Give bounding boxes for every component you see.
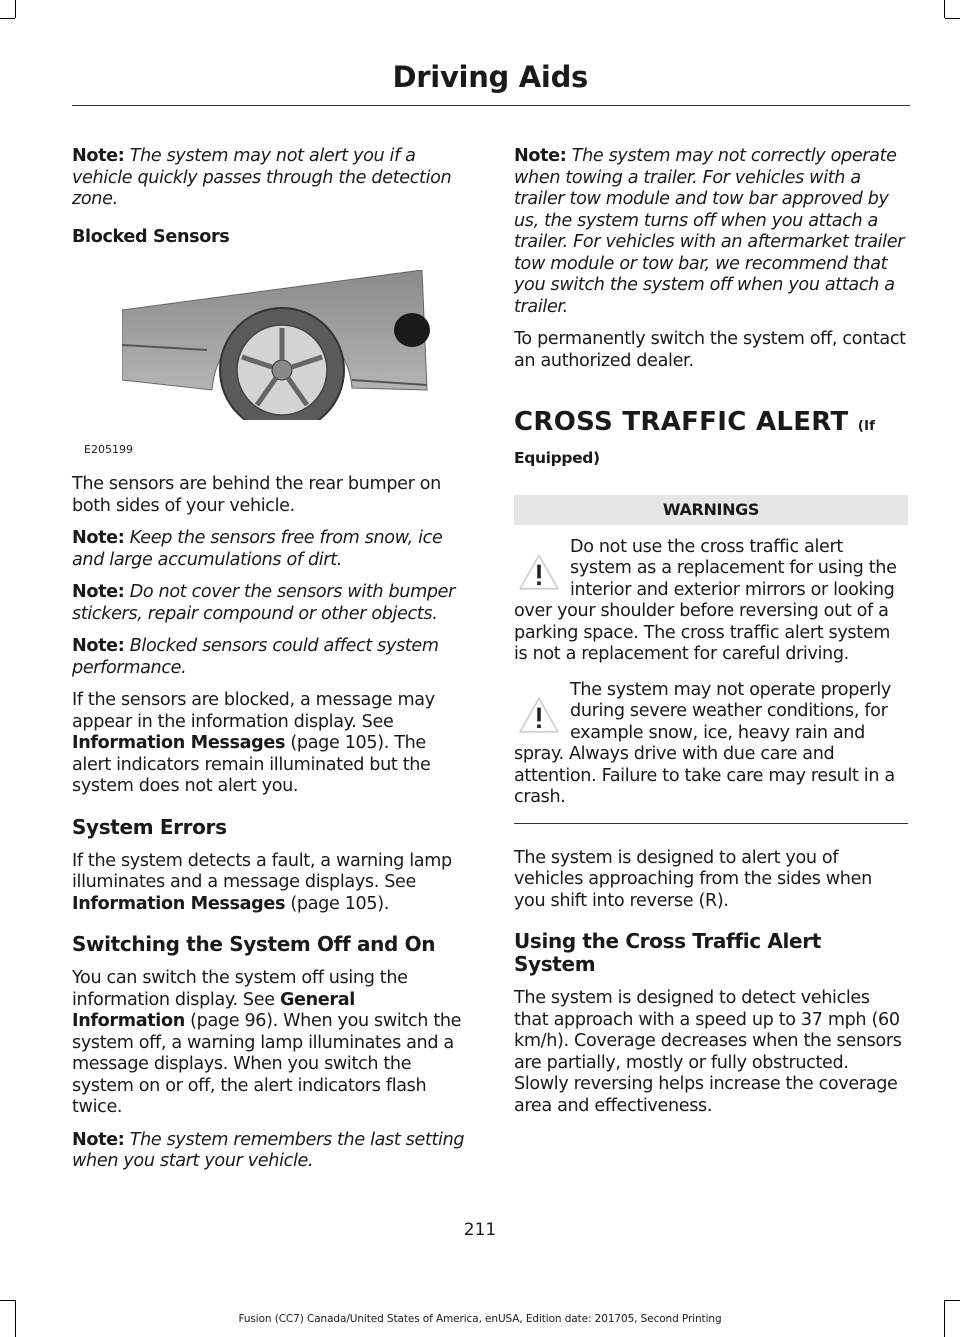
crop-mark bbox=[945, 1300, 960, 1301]
car-rear-wheel-drawing bbox=[122, 270, 442, 420]
paragraph-text: (page 96). When you switch the system off, a warning lamp illuminates and a message displays. When you switch the system on or off, the alert indicators flash twice. bbox=[72, 1011, 462, 1117]
header-divider bbox=[72, 105, 910, 106]
paragraph-text: You can switch the system off using the information display. See bbox=[72, 968, 408, 1010]
detection-speed-paragraph: The system is designed to detect vehicles that approach with a speed up to 37 mph (60 km/h). Coverage decreases when the sensors are partially, mostly or fully obstructed. Slowly reversing helps increase the coverage area and effectiveness. bbox=[514, 988, 902, 1116]
note-keep-free bbox=[72, 528, 466, 571]
left-column bbox=[72, 146, 466, 1184]
right-column bbox=[514, 146, 908, 1128]
rear-bumper-illustration bbox=[72, 270, 466, 460]
cross-reference-link[interactable]: Information Messages bbox=[72, 733, 286, 753]
warning-item bbox=[514, 537, 908, 666]
note-label: Note: bbox=[72, 636, 125, 656]
page-title: Driving Aids bbox=[392, 60, 588, 94]
note-label: Note: bbox=[72, 528, 125, 548]
equipped-label: Equipped) bbox=[514, 448, 600, 467]
note-text: The system remembers the last setting when you start your vehicle. bbox=[72, 1129, 465, 1171]
system-errors-paragraph bbox=[72, 851, 466, 916]
crop-mark bbox=[944, 0, 945, 18]
blocked-sensors-heading: Blocked Sensors bbox=[72, 226, 230, 247]
switching-paragraph bbox=[72, 968, 466, 1119]
paragraph-text: (page 105). The alert indicators remain illuminated but the system does not alert you. bbox=[72, 733, 431, 796]
paragraph-text: If the system detects a fault, a warning lamp illuminates and a message displays. See bbox=[72, 850, 452, 892]
note-text: The system may not correctly operate when towing a trailer. For vehicles with a trailer tow module and tow bar approved by us, the system turns off when you attach a trailer. For vehicles with an aftermarket trailer tow module or tow bar, we recommend that you switch the system off when you attach a trailer. bbox=[514, 146, 905, 317]
warning-text: Do not use the cross traffic alert system as a replacement for using the interior and exterior mirrors or looking over your shoulder before reversing out of a parking space. The cross traffic alert system is not a replacement for careful driving. bbox=[514, 536, 897, 664]
crop-mark bbox=[15, 0, 16, 18]
warnings-banner: WARNINGS bbox=[514, 495, 908, 525]
note-text: Blocked sensors could affect system performance. bbox=[72, 636, 439, 678]
note-label: Note: bbox=[514, 146, 567, 166]
reverse-alert-paragraph: The system is designed to alert you of vehicles approaching from the sides when you shift into reverse (R). bbox=[514, 847, 872, 911]
paragraph-text: If the sensors are blocked, a message may appear in the information display. See bbox=[72, 690, 435, 732]
section-title-suffix: (If bbox=[857, 419, 876, 434]
crop-mark bbox=[945, 18, 960, 19]
crop-mark bbox=[0, 1300, 15, 1301]
page-number: 211 bbox=[463, 1220, 497, 1240]
note-label: Note: bbox=[72, 1129, 125, 1150]
figure-code: E205199 bbox=[84, 442, 133, 456]
note-blocked-performance bbox=[72, 636, 466, 679]
warning-triangle-icon bbox=[518, 551, 560, 593]
warning-item bbox=[514, 680, 908, 809]
note-label: Note: bbox=[72, 146, 125, 166]
cross-reference-link[interactable]: Information Messages bbox=[72, 893, 286, 914]
permanent-off-paragraph: To permanently switch the system off, contact an authorized dealer. bbox=[514, 329, 906, 371]
paragraph-text: (page 105). bbox=[290, 893, 389, 914]
blocked-message-paragraph bbox=[72, 690, 466, 798]
note-remembers-setting bbox=[72, 1130, 466, 1173]
cross-traffic-alert-heading bbox=[514, 407, 908, 438]
footer-edition: Fusion (CC7) Canada/United States of America, enUSA, Edition date: 201705, Second Printing bbox=[238, 1313, 722, 1325]
switching-heading: Switching the System Off and On bbox=[72, 932, 436, 956]
note-towing bbox=[514, 146, 908, 318]
note-label: Note: bbox=[72, 582, 125, 602]
warning-text: The system may not operate properly during severe weather conditions, for example snow, ice, heavy rain and spray. Always drive with due care and attention. Failure to take care may result in a crash. bbox=[514, 679, 895, 807]
crop-mark bbox=[0, 18, 15, 19]
note-detection-zone bbox=[72, 146, 466, 211]
section-title: CROSS TRAFFIC ALERT bbox=[514, 407, 849, 437]
using-cta-heading: Using the Cross Traffic Alert System bbox=[514, 929, 821, 976]
cross-reference-link[interactable]: General Information bbox=[72, 989, 355, 1031]
note-text: Keep the sensors free from snow, ice and large accumulations of dirt. bbox=[72, 528, 443, 570]
system-errors-heading: System Errors bbox=[72, 814, 227, 839]
note-text: The system may not alert you if a vehicle quickly passes through the detection zone. bbox=[72, 146, 452, 209]
warning-triangle-icon bbox=[518, 694, 560, 736]
warnings-divider bbox=[514, 823, 908, 824]
note-text: Do not cover the sensors with bumper stickers, repair compound or other objects. bbox=[72, 582, 456, 624]
note-do-not-cover bbox=[72, 582, 466, 625]
sensor-location-paragraph: The sensors are behind the rear bumper on both sides of your vehicle. bbox=[72, 474, 441, 516]
